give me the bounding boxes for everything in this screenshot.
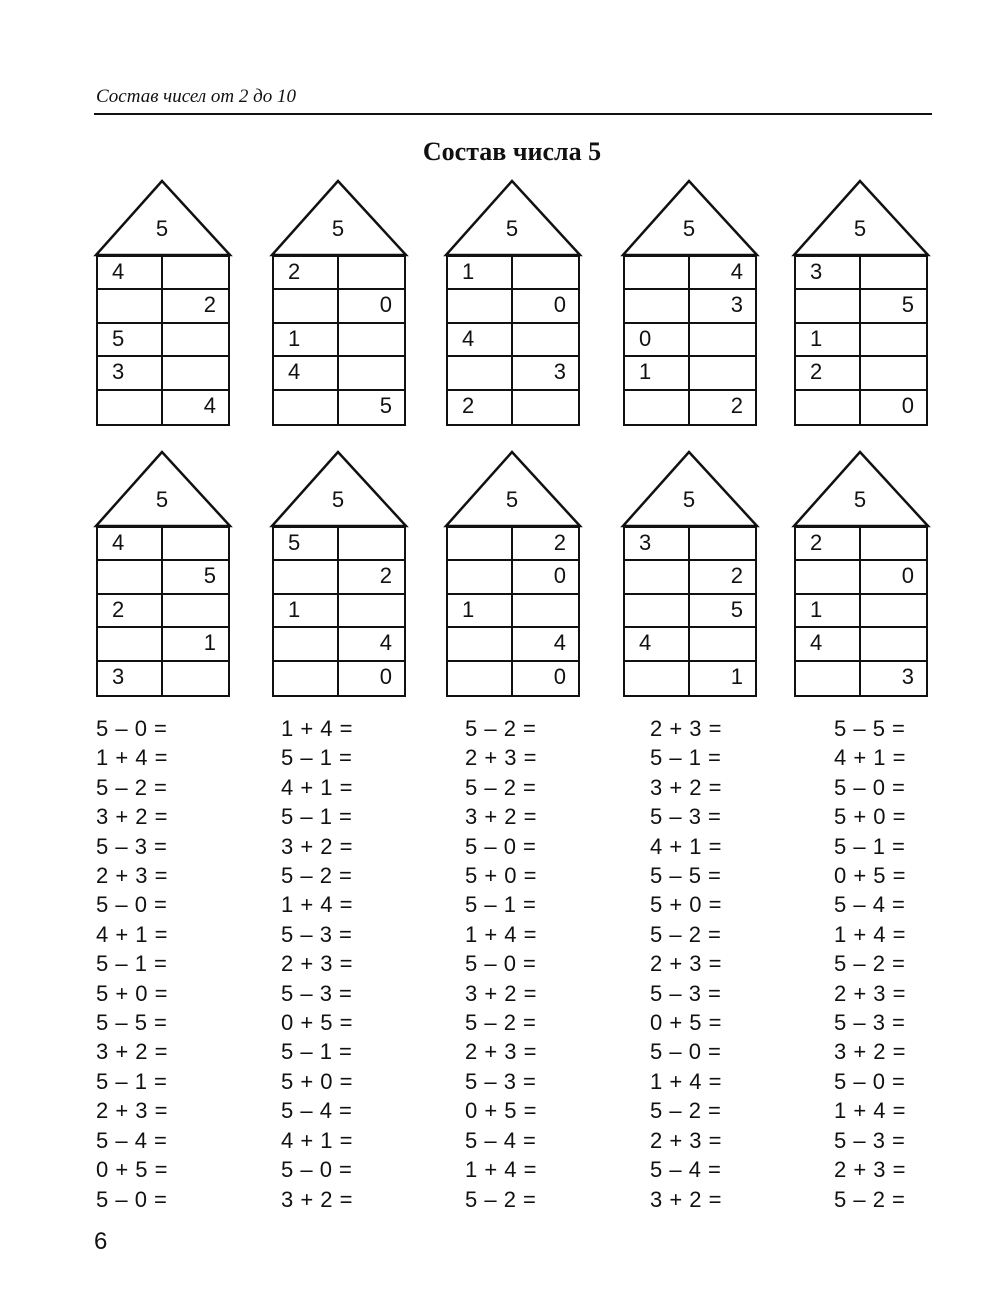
house-cell-left: 2 [274, 257, 339, 290]
exercise-item: 5 – 3 = [834, 1127, 906, 1153]
exercise-item: 5 – 0 = [96, 1186, 168, 1212]
exercise-item: 5 – 5 = [96, 1010, 168, 1036]
exercise-item: 5 – 0 = [96, 892, 168, 918]
house-grid [623, 526, 757, 697]
house-cell-left [274, 662, 339, 695]
exercise-item: 5 – 0 = [281, 1157, 353, 1183]
house-cell-right: 2 [513, 528, 578, 561]
roof-number: 5 [682, 487, 696, 512]
house-cell-left [274, 561, 339, 594]
exercise-item: 5 + 0 = [650, 892, 723, 918]
exercise-item: 2 + 3 = [96, 863, 169, 889]
exercise-item: 5 – 5 = [650, 863, 722, 889]
house-cell-left: 1 [796, 324, 861, 357]
exercise-column [96, 714, 266, 1214]
exercise-item: 5 – 5 = [834, 716, 906, 741]
exercise-item: 5 – 1 = [834, 833, 906, 859]
house-cell-right [861, 324, 926, 357]
house-cell-right: 5 [861, 290, 926, 323]
exercise-item: 2 + 3 = [834, 980, 907, 1006]
house-cell-right [861, 257, 926, 290]
exercise-item: 0 + 5 = [281, 1010, 354, 1036]
exercise-item: 2 + 3 = [465, 1039, 538, 1065]
house-cell-right: 3 [901, 663, 914, 689]
house-cell-right [861, 595, 926, 628]
house-cell-right: 4 [339, 628, 404, 661]
house-cell-left: 2 [98, 595, 163, 628]
exercise-item: 3 + 2 = [281, 1186, 354, 1212]
house-cell-right: 5 [163, 561, 228, 594]
exercise-item: 2 + 3 = [650, 951, 723, 977]
house-cell-right: 0 [861, 561, 926, 594]
house-cell-right [163, 662, 228, 695]
exercise-item: 5 + 0 = [281, 1068, 354, 1094]
number-house [271, 180, 409, 428]
house-cell-right: 3 [513, 357, 578, 390]
roof-number: 5 [155, 487, 169, 512]
house-cell-left: 5 [98, 324, 163, 357]
house-cell-left: 4 [448, 324, 513, 357]
exercise-item: 1 + 4 = [834, 921, 907, 947]
page-title: Состав числа 5 [422, 137, 602, 166]
house-cell-right: 5 [379, 392, 392, 418]
exercise-item: 5 – 1 = [281, 745, 353, 771]
house-grid [446, 255, 580, 426]
roof-number: 5 [505, 487, 519, 512]
exercise-item: 3 + 2 = [96, 804, 169, 830]
roof-number: 5 [853, 216, 867, 241]
house-cell-right: 4 [203, 392, 216, 418]
house-cell-right: 2 [690, 561, 755, 594]
house-cell-left [448, 528, 513, 561]
house-cell-right: 1 [730, 663, 743, 689]
house-cell-right: 0 [513, 561, 578, 594]
house-cell-right: 5 [690, 595, 755, 628]
house-cell-left: 0 [625, 324, 690, 357]
house-cell-right [163, 595, 228, 628]
house-cell-left: 3 [796, 257, 861, 290]
exercise-item: 0 + 5 = [96, 1157, 169, 1183]
exercise-item: 5 – 4 = [96, 1127, 168, 1153]
roof-number: 5 [505, 216, 519, 241]
house-cell-right: 2 [163, 290, 228, 323]
house-cell-right [861, 357, 926, 390]
exercise-item: 5 – 2 = [465, 716, 537, 741]
exercise-item: 5 – 1 = [650, 745, 722, 771]
exercise-item: 4 + 1 = [96, 921, 169, 947]
house-cell-left: 1 [448, 595, 513, 628]
house-cell-left: 3 [625, 528, 690, 561]
house-cell-right: 4 [513, 628, 578, 661]
house-cell-left: 3 [98, 662, 163, 695]
exercise-item: 5 – 3 = [281, 980, 353, 1006]
house-cell-left [98, 391, 163, 424]
house-cell-right: 0 [379, 663, 392, 689]
house-cell-right: 0 [339, 290, 404, 323]
house-cell-left: 1 [796, 595, 861, 628]
house-cell-left [448, 662, 513, 695]
exercise-item: 2 + 3 = [96, 1098, 169, 1124]
house-cell-left: 4 [796, 628, 861, 661]
exercise-item: 5 – 3 = [465, 1068, 537, 1094]
exercise-item: 4 + 1 = [650, 833, 723, 859]
house-cell-right [861, 528, 926, 561]
exercise-item: 1 + 4 = [281, 892, 354, 918]
exercise-item: 4 + 1 = [834, 745, 907, 771]
number-house [95, 180, 233, 428]
exercise-item: 5 – 2 = [465, 1186, 537, 1212]
house-cell-right [339, 257, 404, 290]
house-cell-left [796, 662, 861, 695]
exercise-item: 5 – 0 = [834, 774, 906, 800]
house-cell-left [625, 662, 690, 695]
exercise-item: 2 + 3 = [465, 745, 538, 771]
exercise-item: 5 – 4 = [834, 892, 906, 918]
house-cell-right [861, 628, 926, 661]
exercise-item: 3 + 2 = [650, 774, 723, 800]
exercise-item: 1 + 4 = [650, 1068, 723, 1094]
house-cell-right [513, 257, 578, 290]
exercise-item: 3 + 2 = [465, 804, 538, 830]
house-cell-right [339, 324, 404, 357]
exercise-item: 5 – 2 = [834, 951, 906, 977]
house-grid [272, 255, 406, 426]
exercise-item: 5 – 2 = [96, 774, 168, 800]
number-house [445, 451, 583, 699]
house-grid [96, 255, 230, 426]
number-house [793, 451, 931, 699]
number-house [445, 180, 583, 428]
house-cell-right [513, 595, 578, 628]
exercise-item: 5 – 3 = [650, 980, 722, 1006]
exercise-item: 5 – 4 = [465, 1127, 537, 1153]
house-cell-right [163, 324, 228, 357]
house-cell-right: 1 [163, 628, 228, 661]
house-cell-left [625, 595, 690, 628]
exercise-item: 1 + 4 = [465, 1157, 538, 1183]
roof-number: 5 [331, 487, 345, 512]
exercise-item: 2 + 3 = [650, 716, 723, 741]
number-house [622, 451, 760, 699]
house-cell-left [796, 290, 861, 323]
exercise-item: 5 + 0 = [465, 863, 538, 889]
house-cell-left: 4 [625, 628, 690, 661]
exercise-item: 5 – 2 = [465, 774, 537, 800]
house-cell-left: 5 [274, 528, 339, 561]
exercise-item: 2 + 3 = [650, 1127, 723, 1153]
house-cell-right: 0 [513, 290, 578, 323]
exercise-item: 0 + 5 = [834, 863, 907, 889]
exercise-item: 3 + 2 = [281, 833, 354, 859]
exercise-item: 4 + 1 = [281, 1127, 354, 1153]
house-cell-left [625, 391, 690, 424]
house-cell-left: 4 [274, 357, 339, 390]
exercise-item: 5 – 3 = [281, 921, 353, 947]
roof-number: 5 [155, 216, 169, 241]
roof-number: 5 [331, 216, 345, 241]
exercise-item: 5 – 4 = [281, 1098, 353, 1124]
house-cell-right [163, 257, 228, 290]
roof-number: 5 [853, 487, 867, 512]
exercise-item: 5 – 1 = [96, 1068, 168, 1094]
house-grid [623, 255, 757, 426]
exercise-item: 4 + 1 = [281, 774, 354, 800]
house-grid [446, 526, 580, 697]
exercise-item: 5 – 3 = [96, 833, 168, 859]
house-cell-left: 4 [98, 528, 163, 561]
exercise-item: 1 + 4 = [96, 745, 169, 771]
house-cell-right [163, 357, 228, 390]
house-cell-left [98, 290, 163, 323]
house-grid [272, 526, 406, 697]
exercise-item: 5 – 4 = [650, 1157, 722, 1183]
exercise-item: 1 + 4 = [465, 921, 538, 947]
house-cell-left [98, 628, 163, 661]
house-cell-left: 1 [625, 357, 690, 390]
page-number: 6 [94, 1228, 108, 1255]
house-cell-right [690, 324, 755, 357]
exercise-column [465, 714, 635, 1214]
house-cell-left [625, 561, 690, 594]
house-cell-right [690, 357, 755, 390]
roof-number: 5 [682, 216, 696, 241]
header-rule [94, 113, 932, 115]
number-house [622, 180, 760, 428]
exercise-item: 5 – 1 = [281, 804, 353, 830]
house-cell-right [690, 628, 755, 661]
house-cell-left [796, 561, 861, 594]
house-cell-right [339, 357, 404, 390]
house-cell-left: 2 [796, 528, 861, 561]
exercise-item: 5 – 2 = [650, 1098, 722, 1124]
house-cell-right [513, 324, 578, 357]
exercise-item: 5 – 1 = [465, 892, 537, 918]
number-house [271, 451, 409, 699]
house-cell-left [274, 391, 339, 424]
exercise-item: 5 – 0 = [465, 951, 537, 977]
exercise-item: 5 – 1 = [281, 1039, 353, 1065]
number-house [793, 180, 931, 428]
exercise-item: 0 + 5 = [465, 1098, 538, 1124]
house-cell-left [625, 290, 690, 323]
exercise-item: 5 – 2 = [834, 1186, 906, 1212]
house-cell-left [274, 290, 339, 323]
house-cell-left [274, 628, 339, 661]
exercise-item: 2 + 3 = [834, 1157, 907, 1183]
exercise-item: 3 + 2 = [834, 1039, 907, 1065]
exercise-item: 1 + 4 = [281, 716, 354, 741]
exercise-item: 5 – 0 = [834, 1068, 906, 1094]
exercise-item: 3 + 2 = [465, 980, 538, 1006]
house-cell-left [448, 628, 513, 661]
exercise-item: 2 + 3 = [281, 951, 354, 977]
house-cell-right [690, 528, 755, 561]
house-cell-right [339, 528, 404, 561]
house-cell-left: 1 [274, 324, 339, 357]
exercise-item: 5 – 3 = [834, 1010, 906, 1036]
exercise-item: 5 – 0 = [465, 833, 537, 859]
exercise-item: 5 – 1 = [96, 951, 168, 977]
exercise-item: 5 – 2 = [465, 1010, 537, 1036]
house-cell-right: 2 [730, 392, 743, 418]
house-cell-right [339, 595, 404, 628]
number-house [95, 451, 233, 699]
house-cell-right: 0 [553, 663, 566, 689]
exercise-column [834, 714, 1000, 1214]
house-cell-right: 2 [339, 561, 404, 594]
exercise-column [281, 714, 451, 1214]
exercise-item: 5 – 0 = [96, 716, 168, 741]
house-cell-left: 2 [448, 391, 513, 424]
exercise-item: 3 + 2 = [96, 1039, 169, 1065]
house-cell-right [163, 528, 228, 561]
house-cell-left: 2 [796, 357, 861, 390]
exercise-column [650, 714, 820, 1214]
running-header: Состав чисел от 2 до 10 [96, 86, 297, 107]
house-grid [794, 255, 928, 426]
house-cell-left [448, 290, 513, 323]
house-cell-left: 4 [98, 257, 163, 290]
exercise-item: 0 + 5 = [650, 1010, 723, 1036]
house-cell-right: 0 [901, 392, 914, 418]
house-cell-right [513, 391, 578, 424]
house-cell-left: 1 [274, 595, 339, 628]
house-grid [794, 526, 928, 697]
exercise-item: 5 + 0 = [96, 980, 169, 1006]
house-cell-left: 3 [98, 357, 163, 390]
house-cell-left [98, 561, 163, 594]
exercise-item: 1 + 4 = [834, 1098, 907, 1124]
exercise-item: 5 – 3 = [650, 804, 722, 830]
house-cell-right: 4 [690, 257, 755, 290]
house-cell-left [448, 357, 513, 390]
exercise-item: 5 – 0 = [650, 1039, 722, 1065]
house-cell-right: 3 [690, 290, 755, 323]
house-cell-left [448, 561, 513, 594]
house-cell-left: 1 [448, 257, 513, 290]
exercise-item: 5 + 0 = [834, 804, 907, 830]
house-cell-left [796, 391, 861, 424]
house-cell-left [625, 257, 690, 290]
house-grid [96, 526, 230, 697]
exercise-item: 3 + 2 = [650, 1186, 723, 1212]
exercise-item: 5 – 2 = [281, 863, 353, 889]
exercise-item: 5 – 2 = [650, 921, 722, 947]
